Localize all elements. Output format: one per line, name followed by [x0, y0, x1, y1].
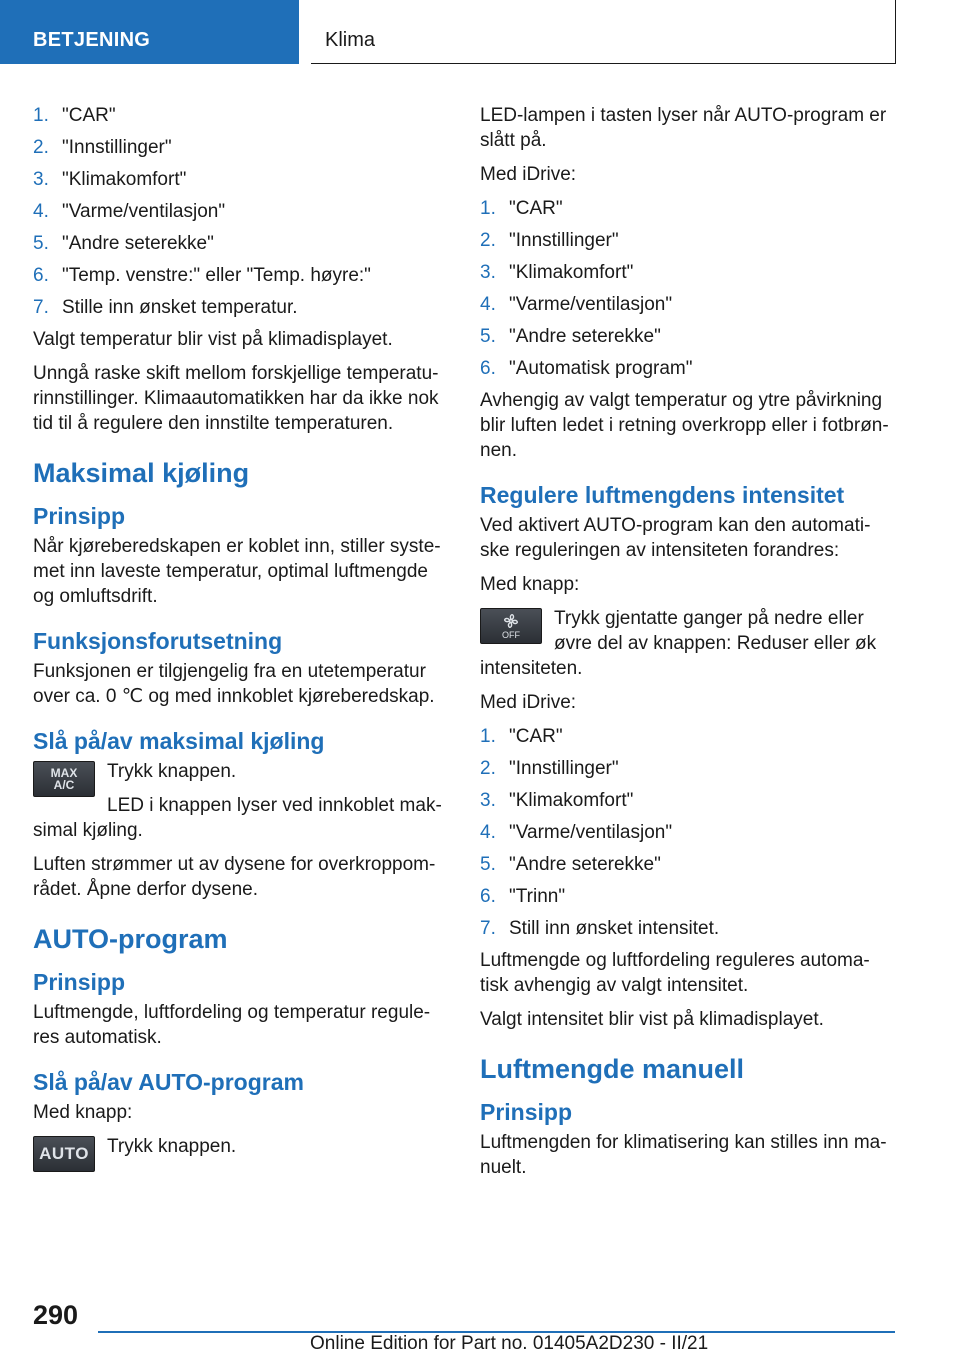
- list-item: [480, 724, 892, 749]
- list-item-text: "CAR": [509, 198, 563, 219]
- list-item-number: 2.: [33, 137, 49, 158]
- right-column: [480, 103, 892, 1189]
- heading-function-requirement: Funksjonsforutsetning: [33, 628, 283, 654]
- list-item-number: 1.: [33, 105, 49, 126]
- list-item-text: "Andre seterekke": [509, 326, 661, 347]
- left-column: [33, 103, 445, 1178]
- page-number: 290: [33, 1300, 79, 1330]
- fan-button-off-label: OFF: [502, 630, 520, 640]
- heading-auto-program: AUTO-program: [33, 924, 228, 954]
- paragraph: LED i knappen lyser ved innkoblet mak-simal kjøling.: [33, 795, 442, 841]
- max-ac-button-label-top: MAX: [50, 766, 78, 780]
- paragraph: Valgt intensitet blir vist på klimadisplayet.: [480, 1009, 824, 1030]
- heading-toggle-auto: Slå på/av AUTO-program: [33, 1069, 304, 1095]
- list-item-text: Stille inn ønsket temperatur.: [62, 297, 298, 318]
- paragraph: Luftmengden for klimatisering kan stilles inn ma-nuelt.: [480, 1132, 887, 1178]
- auto-steps-list: [480, 196, 892, 381]
- list-item: [480, 260, 892, 285]
- list-item: [480, 852, 892, 877]
- section-tab: BETJENING: [0, 0, 299, 64]
- list-item: [480, 196, 892, 221]
- list-item: [33, 231, 445, 256]
- max-ac-instruction: [33, 759, 445, 852]
- paragraph: Luftmengde, luftfordeling og temperatur regule-res automatisk.: [33, 1002, 431, 1048]
- list-item-text: "CAR": [62, 105, 116, 126]
- list-item: [33, 167, 445, 192]
- list-item-number: 2.: [480, 758, 496, 779]
- list-item-text: "Klimakomfort": [62, 169, 187, 190]
- fan-icon: [500, 612, 522, 630]
- list-item-text: "Automatisk program": [509, 358, 693, 379]
- temperature-steps-list: [33, 103, 445, 320]
- list-item-text: "Innstillinger": [62, 137, 172, 158]
- list-item-text: "CAR": [509, 726, 563, 747]
- paragraph: Trykk knappen.: [107, 761, 237, 782]
- paragraph: Unngå raske skift mellom forskjellige temperatu-rinnstillinger. Klimaautomatikken har da ikke nok tid til å regulere den innstilte temperaturen.: [33, 363, 439, 434]
- list-item-number: 3.: [33, 169, 49, 190]
- list-item: [480, 788, 892, 813]
- list-item-number: 4.: [33, 201, 49, 222]
- list-item-number: 2.: [480, 230, 496, 251]
- list-item: [33, 199, 445, 224]
- heading-principle: Prinsipp: [480, 1099, 573, 1125]
- list-item-number: 6.: [480, 886, 496, 907]
- list-item: [480, 228, 892, 253]
- heading-toggle-max-cooling: Slå på/av maksimal kjøling: [33, 728, 325, 754]
- paragraph: Luften strømmer ut av dysene for overkroppom-rådet. Åpne derfor dysene.: [33, 854, 436, 900]
- auto-instruction: [33, 1134, 445, 1178]
- list-item: [480, 324, 892, 349]
- list-item-text: "Andre seterekke": [509, 854, 661, 875]
- list-item-text: "Trinn": [509, 886, 566, 907]
- heading-max-cooling: Maksimal kjøling: [33, 458, 250, 488]
- list-item-number: 7.: [480, 918, 496, 939]
- heading-principle: Prinsipp: [33, 503, 126, 529]
- paragraph: Ved aktivert AUTO-program kan den automati-ske reguleringen av intensiteten forandres:: [480, 515, 871, 561]
- list-item: [480, 756, 892, 781]
- paragraph: LED-lampen i tasten lyser når AUTO-program er slått på.: [480, 105, 887, 151]
- list-item-number: 3.: [480, 790, 496, 811]
- intensity-steps-list: [480, 724, 892, 941]
- paragraph: Med iDrive:: [480, 692, 577, 713]
- list-item-text: "Klimakomfort": [509, 790, 634, 811]
- list-item-number: 4.: [480, 822, 496, 843]
- paragraph: Med knapp:: [480, 574, 580, 595]
- list-item-number: 5.: [480, 854, 496, 875]
- auto-button-icon: AUTO: [33, 1136, 95, 1172]
- heading-manual-airflow: Luftmengde manuell: [480, 1054, 745, 1084]
- paragraph: Trykk gjentatte ganger på nedre eller øvre del av knappen: Reduser eller øk intensiteten.: [480, 608, 877, 679]
- list-item-number: 1.: [480, 726, 496, 747]
- paragraph: Trykk knappen.: [107, 1136, 237, 1157]
- list-item: [480, 820, 892, 845]
- max-ac-button-icon: [33, 761, 95, 797]
- max-ac-button-label-bottom: A/C: [53, 778, 75, 792]
- list-item-text: "Varme/ventilasjon": [509, 294, 673, 315]
- list-item-number: 1.: [480, 198, 496, 219]
- list-item: [33, 103, 445, 128]
- list-item: [480, 884, 892, 909]
- edition-note: Online Edition for Part no. 01405A2D230 - II/21: [310, 1333, 709, 1354]
- heading-regulate-intensity: Regulere luftmengdens intensitet: [480, 482, 845, 508]
- list-item: [33, 263, 445, 288]
- list-item: [33, 295, 445, 320]
- chapter-title: Klima: [311, 0, 896, 64]
- paragraph: Avhengig av valgt temperatur og ytre påvirkning blir luften ledet i retning overkropp eller i fotbrøn-nen.: [480, 390, 889, 461]
- list-item: [480, 356, 892, 381]
- list-item-number: 4.: [480, 294, 496, 315]
- list-item-number: 5.: [33, 233, 49, 254]
- list-item: [33, 135, 445, 160]
- list-item-text: "Innstillinger": [509, 230, 619, 251]
- paragraph: Når kjøreberedskapen er koblet inn, stiller syste-met inn laveste temperatur, optimal luftmengde og omluftsdrift.: [33, 536, 441, 607]
- list-item-number: 5.: [480, 326, 496, 347]
- list-item-number: 7.: [33, 297, 49, 318]
- fan-instruction: [480, 606, 892, 690]
- list-item: [480, 292, 892, 317]
- list-item: [480, 916, 892, 941]
- list-item-text: "Varme/ventilasjon": [62, 201, 226, 222]
- list-item-text: "Klimakomfort": [509, 262, 634, 283]
- paragraph: Med knapp:: [33, 1102, 133, 1123]
- heading-principle: Prinsipp: [33, 969, 126, 995]
- list-item-text: "Innstillinger": [509, 758, 619, 779]
- list-item-text: "Andre seterekke": [62, 233, 214, 254]
- paragraph: Luftmengde og luftfordeling reguleres automa-tisk avhengig av valgt intensitet.: [480, 950, 870, 996]
- fan-button-icon: [480, 608, 542, 644]
- paragraph: Funksjonen er tilgjengelig fra en utetemperatur over ca. 0 ℃ og med innkoblet kjøreberedskap.: [33, 661, 435, 707]
- list-item-number: 6.: [480, 358, 496, 379]
- paragraph: Valgt temperatur blir vist på klimadisplayet.: [33, 329, 393, 350]
- list-item-text: Still inn ønsket intensitet.: [509, 918, 720, 939]
- paragraph: Med iDrive:: [480, 164, 577, 185]
- list-item-text: "Temp. venstre:" eller "Temp. høyre:": [62, 265, 371, 286]
- list-item-number: 6.: [33, 265, 49, 286]
- list-item-number: 3.: [480, 262, 496, 283]
- list-item-text: "Varme/ventilasjon": [509, 822, 673, 843]
